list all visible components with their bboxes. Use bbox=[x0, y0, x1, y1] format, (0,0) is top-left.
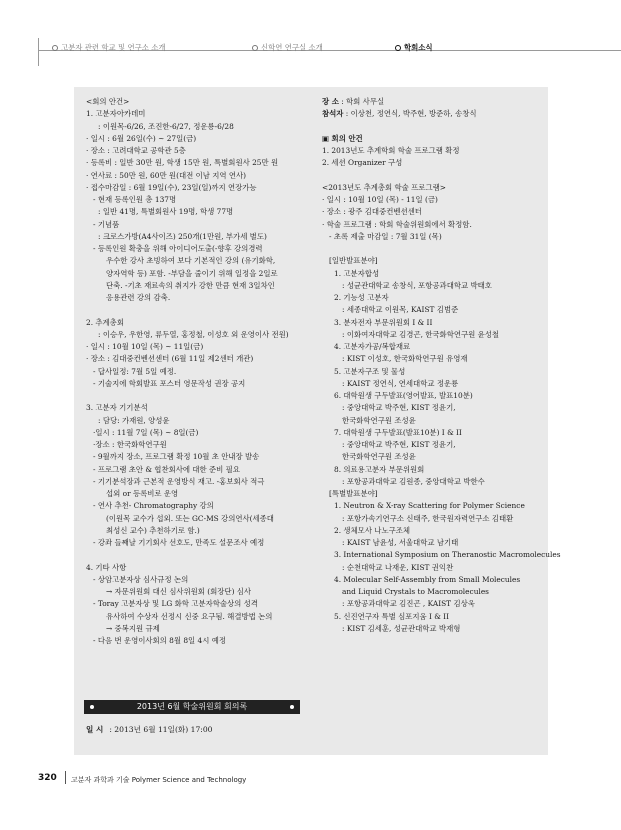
text-line: 양자역학 등) 포함. -부담을 줄이기 위해 일정을 2일로 bbox=[106, 268, 278, 278]
text-line: : 일반 41명, 특별회원사 19명, 학생 77명 bbox=[98, 207, 234, 217]
text-line: : 성균관대학교 송창식, 포항공과대학교 박태호 bbox=[342, 280, 492, 290]
text-line: : 포항공과대학교 김원종, 중앙대학교 박한수 bbox=[342, 476, 485, 486]
text-line: · 학술 프로그램 : 학회 학술위원회에서 확정함. bbox=[322, 219, 472, 229]
text-line: - 상암고분자상 심사규정 논의 bbox=[93, 574, 189, 584]
text-line: - 초록 제출 마감일 : 7월 31일 (목) bbox=[329, 231, 442, 241]
footer-divider bbox=[65, 771, 66, 784]
nav-left-border bbox=[38, 38, 39, 66]
text-line: ·일시 : 11월 7일 (목) ~ 8일(금) bbox=[93, 427, 199, 437]
blank-line bbox=[322, 121, 544, 133]
text-line: - Toray 고분자상 및 LG 화학 고분자학술상의 성격 bbox=[93, 599, 258, 609]
text-line: 1. 2013년도 추계학회 학술 프로그램 확정 bbox=[322, 146, 460, 155]
text-line: 6. 대학원생 구두발표(영어발표, 발표10분) bbox=[334, 391, 473, 400]
text-line: · 일시 : 10월 10일 (목) ~ 11일(금) bbox=[86, 342, 204, 351]
meeting-date-label: 일 시 bbox=[86, 725, 104, 734]
text-line: : 포항공과대학교 김진곤 , KAIST 김상욱 bbox=[342, 599, 475, 609]
text-line: · 연사료 : 50만 원, 60만 원(대전 이남 지역 연사) bbox=[86, 170, 246, 180]
nav-item-lab-intro[interactable]: 신학연 연구실 소개 bbox=[252, 42, 323, 53]
text-line: ·장소 : 한국화학연구원 bbox=[93, 440, 167, 449]
right-column bbox=[322, 96, 561, 635]
text-line: [일반발표분야] bbox=[329, 256, 378, 266]
text-line: 단축. -기초 재료속의 취지가 강한 만큼 현재 3일차인 bbox=[106, 280, 275, 290]
text-line: 2. 세션 Organizer 구성 bbox=[322, 158, 403, 168]
text-line: 3. 고분자 기기분석 bbox=[86, 403, 148, 413]
nav-item-society-news[interactable]: 학회소식 bbox=[395, 42, 433, 53]
text-line: 8. 의료용고분자 부문위원회 bbox=[334, 464, 425, 474]
text-line: : 담당: 가재원, 양성윤 bbox=[98, 415, 170, 425]
text-line: 3. International Symposium on Theranostic Macromolecules bbox=[334, 550, 561, 560]
text-line: 5. 고분자구조 및 물성 bbox=[334, 366, 406, 376]
meeting-date bbox=[86, 724, 213, 735]
meeting-date-value: : 2013년 6월 11일(화) 17:00 bbox=[109, 725, 213, 734]
text-line: 2. 기능성 고분자 bbox=[334, 293, 389, 302]
text-line: and Liquid Crystals to Macromolecules bbox=[342, 587, 489, 596]
journal-title: 고분자 과학과 기술 Polymer Science and Technology bbox=[71, 776, 247, 784]
text-line: 4. 기타 사항 bbox=[86, 562, 127, 572]
text-line: 한국화학연구원 조성윤 bbox=[342, 415, 416, 425]
text-line: - 답사일정: 7월 5일 예정. bbox=[93, 366, 177, 376]
text-line: 유사하여 수상자 선정시 신중 요구됨. 해결방법 논의 bbox=[106, 611, 273, 621]
text-line: - 등록인원 확충을 위해 아이디어도출(-향후 강의경력 bbox=[93, 244, 263, 253]
text-line: - 프로그램 초안 & 협찬회사에 대한 준비 필요 bbox=[93, 464, 240, 474]
blank-line bbox=[322, 170, 544, 182]
blank-line bbox=[322, 243, 544, 255]
circle-bullet-icon bbox=[252, 45, 258, 51]
text-line: 4. Molecular Self-Assembly from Small Molecules bbox=[334, 574, 521, 584]
text-line: · 접수마감일 : 6월 19일(수), 23일(일)까지 연장가능 bbox=[86, 182, 257, 192]
text-line: - 연사 추천- Chromatography 강의 bbox=[93, 501, 214, 511]
text-line: 1. 고분자합성 bbox=[334, 268, 380, 278]
text-line: 응용관련 강의 감축. bbox=[106, 293, 171, 302]
text-line: 참석자 : 이상천, 정연식, 박주현, 방준하, 송창식 bbox=[322, 109, 477, 119]
text-line: · 장소 : 고려대학교 공학관 5층 bbox=[86, 146, 186, 155]
text-line: [특별발표분야] bbox=[329, 489, 378, 498]
text-line: 최성신 교수) 추천하기로 함.) bbox=[106, 525, 200, 535]
blank-line bbox=[86, 549, 310, 561]
text-line: 5. 신진연구자 특별 심포지움 I & II bbox=[334, 611, 450, 621]
text-line: <회의 안건> bbox=[86, 97, 130, 106]
text-line: : 이원목-6/26, 조진한-6/27, 정운룡-6/28 bbox=[98, 121, 234, 131]
text-line: : KAIST 정연식, 연세대학교 정운룡 bbox=[342, 378, 459, 388]
text-line: 3. 분자전자 부문위원회 I & II bbox=[334, 317, 433, 327]
blank-line bbox=[86, 390, 310, 402]
text-line: · 일시 : 10월 10일 (목) - 11일 (금) bbox=[322, 195, 438, 204]
text-line: 7. 대학원생 구두발표(발표10분) I & II bbox=[334, 427, 462, 437]
text-line: 우수한 강사 초빙하여 보다 기본적인 강의 (유기화학, bbox=[106, 256, 276, 266]
bullet-dot-icon bbox=[290, 705, 294, 709]
bullet-dot-icon bbox=[90, 705, 94, 709]
text-line: → 중복지원 규제 bbox=[106, 623, 160, 633]
text-line: · 장소 : 김대중컨벤션센터 (6월 11일 제2센터 개관) bbox=[86, 354, 254, 364]
text-line: (이원목 교수가 섭외. 또는 GC-MS 강의연사(세종대 bbox=[106, 513, 274, 523]
text-line: - 기념품 bbox=[93, 219, 120, 229]
section-banner bbox=[84, 700, 300, 714]
text-line: 2. 생체모사 나노구조체 bbox=[334, 525, 411, 535]
text-line: - 현재 등록인원 총 137명 bbox=[93, 195, 177, 204]
text-line: : 중앙대학교 박주현, KIST 정윤기, bbox=[342, 440, 456, 449]
top-navigation bbox=[0, 0, 621, 70]
text-line: : 순천대학교 나재운, KIST 권익찬 bbox=[342, 562, 454, 572]
text-line: : KAIST 남윤성, 서울대학교 남기태 bbox=[342, 538, 459, 547]
text-line: 장 소 : 학회 사무실 bbox=[322, 97, 385, 106]
text-line: 2. 추계총회 bbox=[86, 317, 124, 327]
text-line: · 장소 : 광주 김대중컨벤션센터 bbox=[322, 207, 422, 217]
text-line: 한국화학연구원 조성윤 bbox=[342, 452, 416, 462]
circle-bullet-icon bbox=[395, 45, 401, 51]
text-line: · 일시 : 6월 26일(수) ~ 27일(금) bbox=[86, 133, 197, 143]
text-line: · 등록비 : 일반 30만 원, 학생 15만 원, 특별회원사 25만 원 bbox=[86, 158, 279, 168]
text-line: : 중앙대학교 박주현, KIST 정윤기, bbox=[342, 403, 456, 413]
circle-bullet-icon bbox=[52, 45, 58, 51]
text-line: : 세종대학교 이원목, KAIST 김범준 bbox=[342, 305, 459, 315]
text-line: ▣ 회의 안건 bbox=[322, 133, 363, 143]
left-column bbox=[86, 96, 310, 647]
text-line: : 포항가속기연구소 신태주, 한국원자력연구소 김태환 bbox=[342, 513, 514, 523]
text-line: - 9월까지 장소, 프로그램 확정 10월 초 안내장 발송 bbox=[93, 452, 260, 462]
text-line: - 다음 번 운영이사회의 8월 8일 4시 예정 bbox=[93, 636, 227, 645]
text-line: - 기기분석장과 근본적 운영방식 재고. -홍보회사 적극 bbox=[93, 476, 265, 486]
text-line: 4. 고분자가공/복합재료 bbox=[334, 342, 411, 351]
text-line: - 기술지에 학회발표 포스터 영문작성 권장 공지 bbox=[93, 378, 246, 388]
text-line: : 이화여자대학교 김경곤, 한국화학연구원 윤성철 bbox=[342, 329, 500, 339]
text-line: : 이승우, 우한영, 류두열, 홍정철, 이성호 외 운영이사 전원) bbox=[98, 329, 289, 339]
blank-line bbox=[86, 304, 310, 316]
text-line: → 자문위원회 대신 심사위원회 (회장단) 심사 bbox=[106, 587, 252, 596]
text-line: 1. Neutron & X-ray Scattering for Polymer Science bbox=[334, 501, 525, 511]
page-footer bbox=[38, 768, 621, 788]
text-line: : KIST 이성호, 한국화학연구원 유영재 bbox=[342, 354, 468, 364]
text-line: : KIST 김세훈, 성균관대학교 박재형 bbox=[342, 623, 461, 633]
page-number: 320 bbox=[38, 773, 57, 783]
banner-title: 2013년 6월 학술위원회 회의록 bbox=[136, 702, 248, 711]
text-line: 1. 고분자아카데미 bbox=[86, 109, 146, 119]
nav-item-school-intro[interactable]: 고분자 관련 학교 및 연구소 소개 bbox=[52, 42, 166, 53]
text-line: : 크로스가방(A4사이즈) 250개(1만원, 부가세 별도) bbox=[98, 231, 267, 241]
text-line: - 강좌 들째날 기기회사 선호도, 만족도 설문조사 예정 bbox=[93, 538, 265, 547]
text-line: 섭외 or 등록비로 운영 bbox=[106, 489, 179, 498]
text-line: <2013년도 추계총회 학술 프로그램> bbox=[322, 182, 446, 192]
